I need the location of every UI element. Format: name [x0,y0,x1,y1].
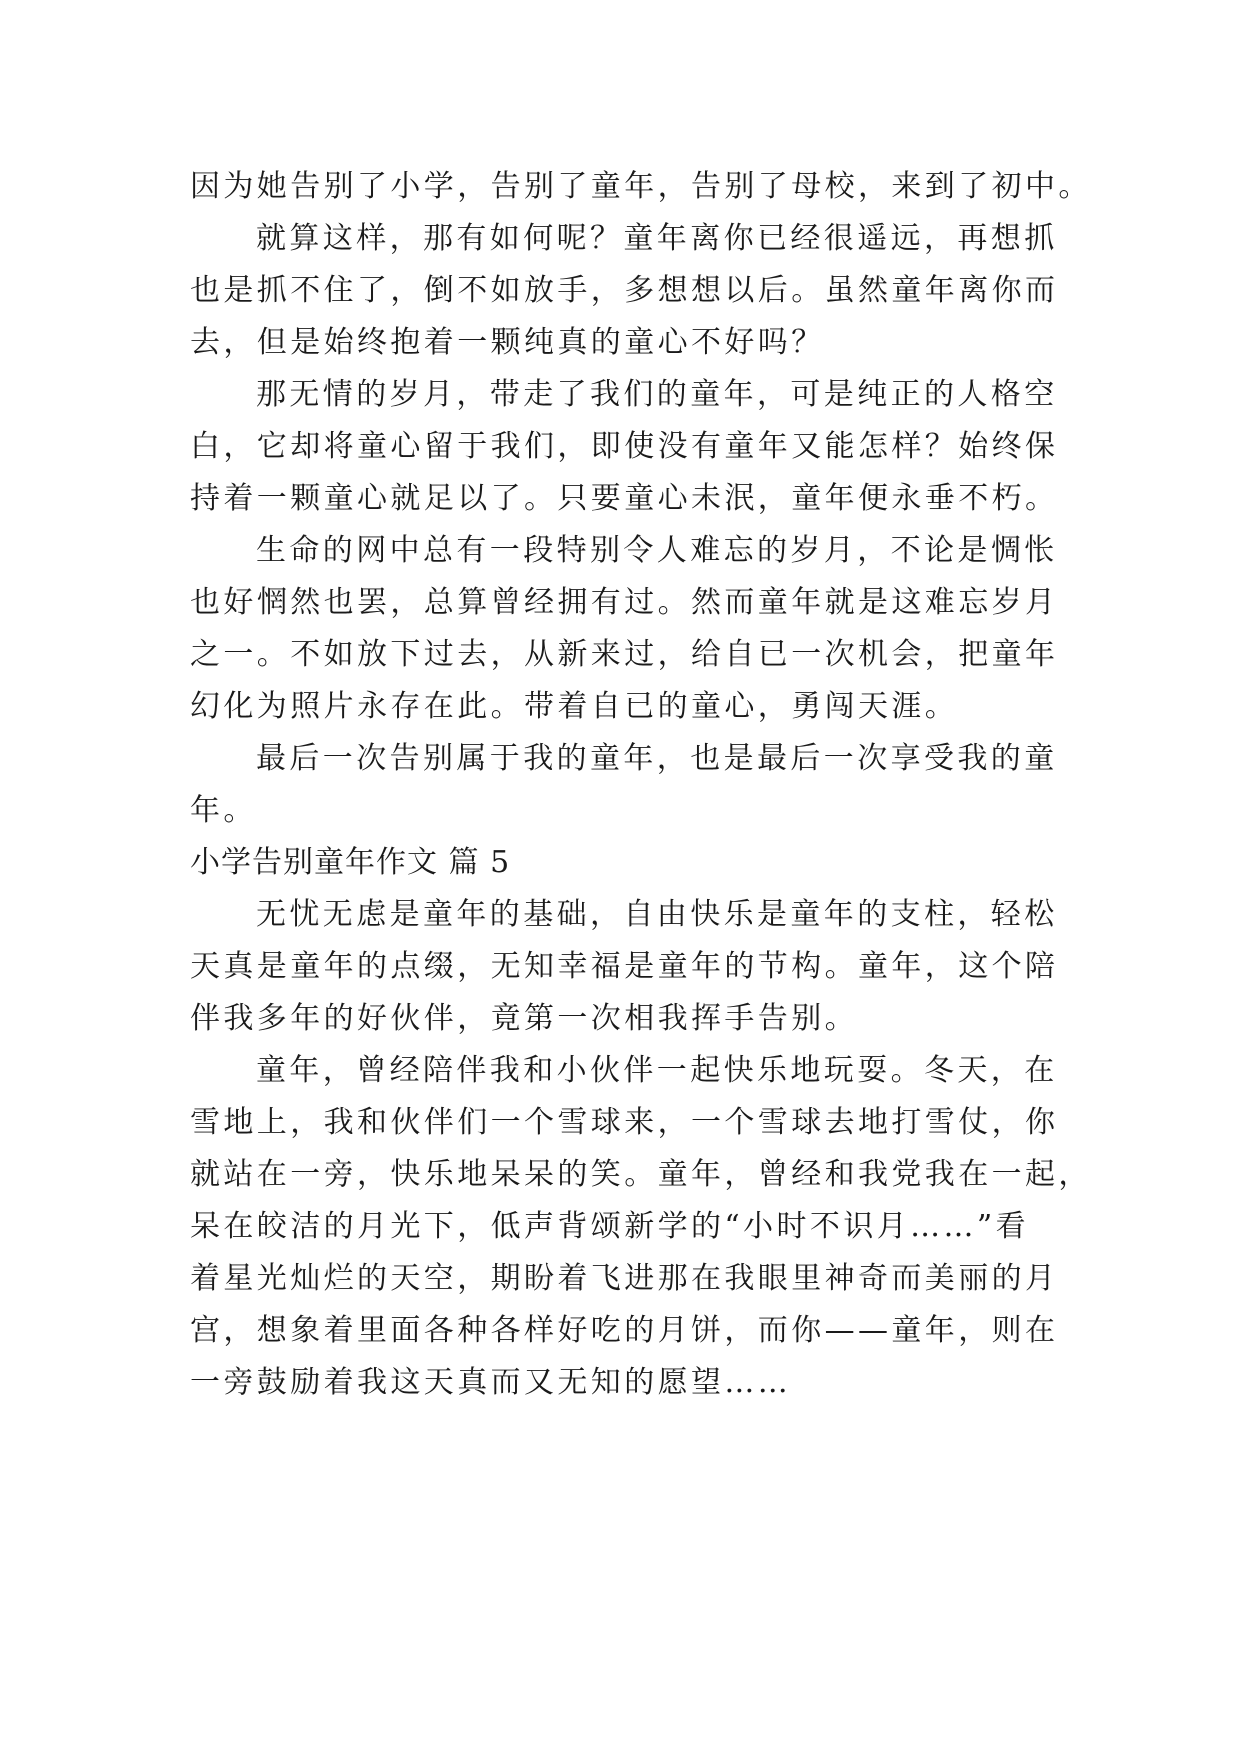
text-line: 着星光灿烂的天空，期盼着飞进那在我眼里神奇而美丽的月 [190,1261,1059,1296]
section-heading: 小学告别童年作文 篇 5 [190,845,511,880]
text-line: 之一。不如放下过去，从新来过，给自已一次机会，把童年 [190,637,1059,672]
text-line: 年。 [190,793,257,828]
text-line: 一旁鼓励着我这天真而又无知的愿望…… [190,1365,792,1400]
paragraph-start-line: 生命的网中总有一段特别令人难忘的岁月，不论是惆怅 [256,533,1058,568]
text-line: 也是抓不住了，倒不如放手，多想想以后。虽然童年离你而 [190,273,1059,308]
text-line: 也好惘然也罢，总算曾经拥有过。然而童年就是这难忘岁月 [190,585,1059,620]
text-line: 天真是童年的点缀，无知幸福是童年的节构。童年，这个陪 [190,949,1059,984]
paragraph-start-line: 无忧无虑是童年的基础，自由快乐是童年的支柱，轻松 [256,897,1058,932]
text-line: 持着一颗童心就足以了。只要童心未泯，童年便永垂不朽。 [190,481,1059,516]
text-line: 白，它却将童心留于我们，即使没有童年又能怎样？始终保 [190,429,1059,464]
text-line: 幻化为照片永存在此。带着自已的童心，勇闯天涯。 [190,689,959,724]
text-line: 呆在皎洁的月光下，低声背颂新学的“小时不识月……”看 [190,1209,1030,1244]
paragraph-start-line: 最后一次告别属于我的童年，也是最后一次享受我的童 [256,741,1058,776]
text-line: 因为她告别了小学，告别了童年，告别了母校，来到了初中。 [190,169,1092,204]
text-line: 伴我多年的好伙伴，竟第一次相我挥手告别。 [190,1001,858,1036]
paragraph-start-line: 就算这样，那有如何呢？童年离你已经很遥远，再想抓 [256,221,1058,256]
text-line: 去，但是始终抱着一颗纯真的童心不好吗？ [190,325,825,360]
text-line: 雪地上，我和伙伴们一个雪球来，一个雪球去地打雪仗，你 [190,1105,1059,1140]
paragraph-start-line: 童年，曾经陪伴我和小伙伴一起快乐地玩耍。冬天，在 [256,1053,1058,1088]
paragraph-start-line: 那无情的岁月，带走了我们的童年，可是纯正的人格空 [256,377,1058,412]
text-line: 就站在一旁，快乐地呆呆的笑。童年，曾经和我党我在一起， [190,1157,1092,1192]
text-line: 宫，想象着里面各种各样好吃的月饼，而你——童年，则在 [190,1313,1059,1348]
